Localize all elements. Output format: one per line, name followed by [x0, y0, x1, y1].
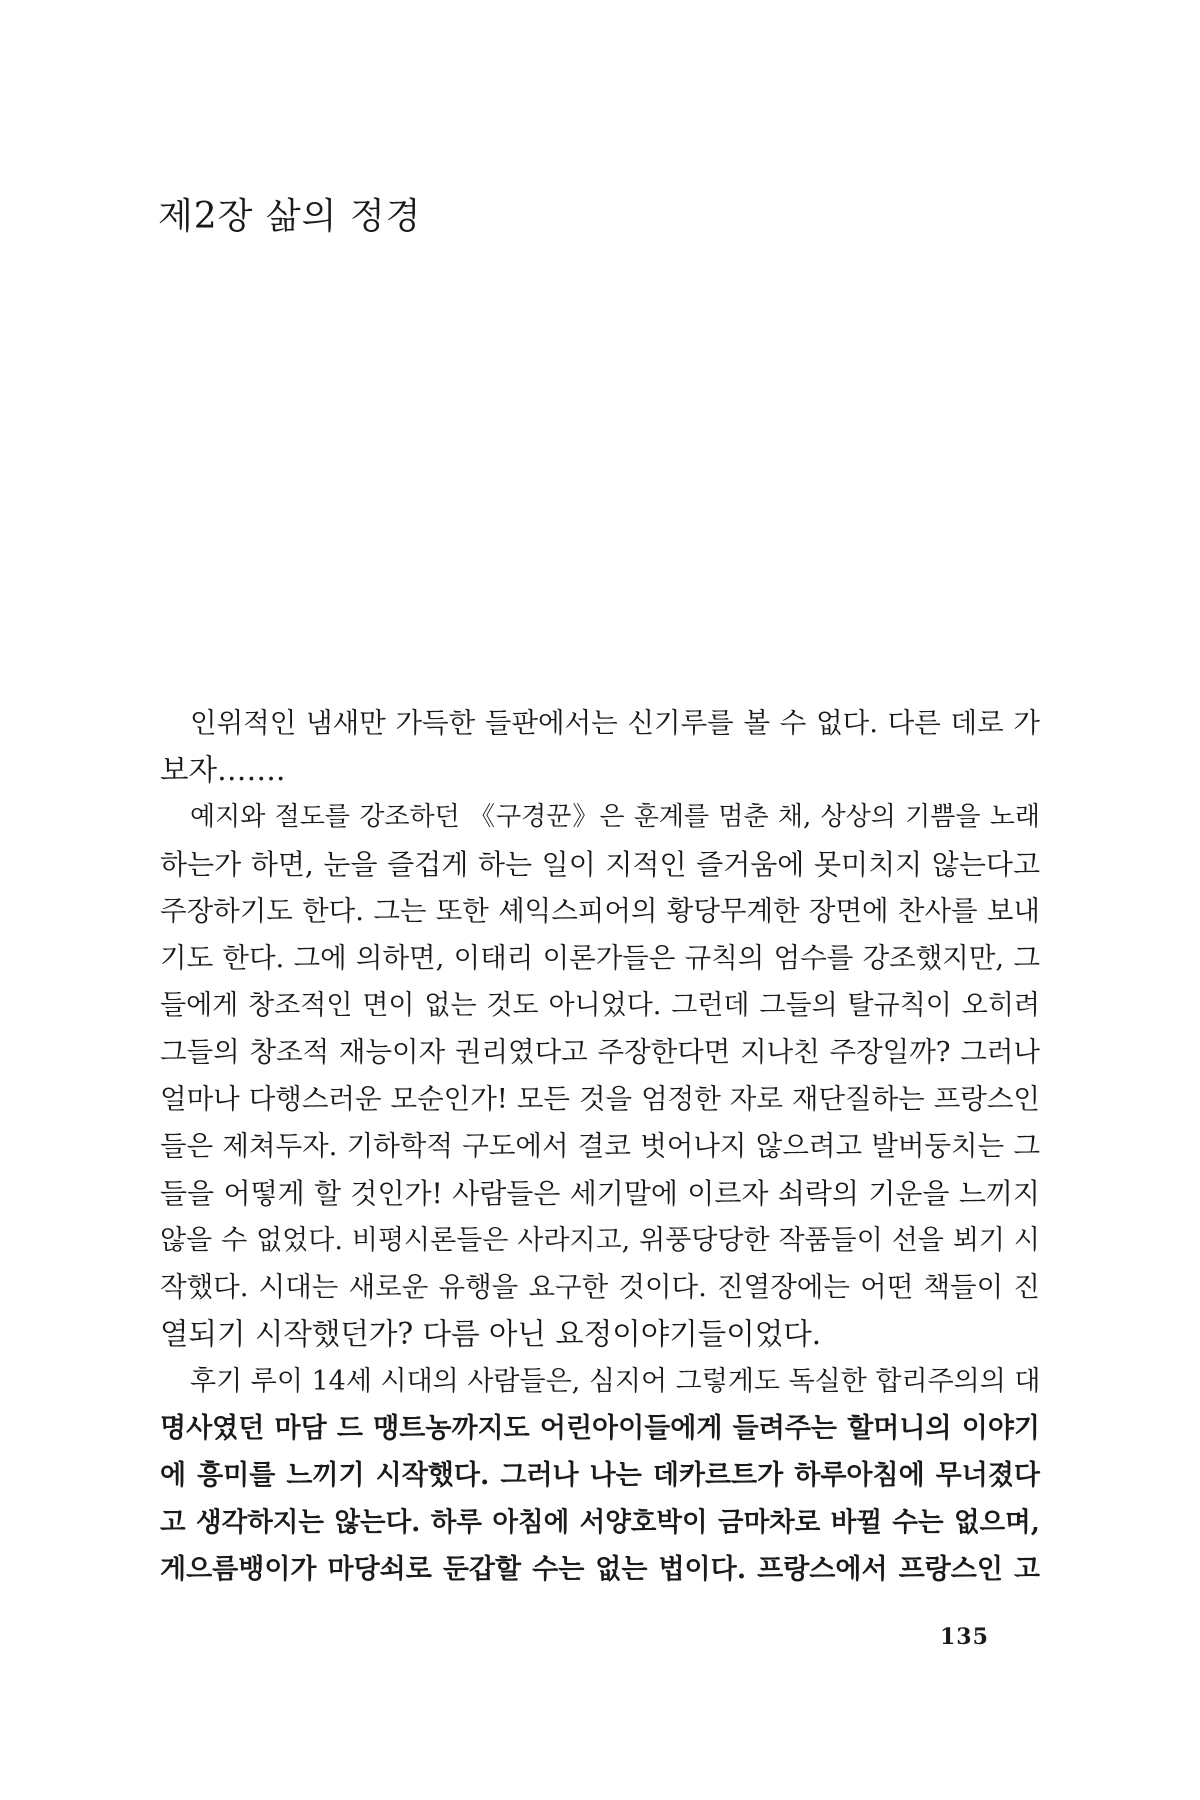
text-line: 인위적인 냄새만 가득한 들판에서는 신기루를 볼 수 없다. 다른 데로 가 — [190, 707, 1040, 739]
text-line: 보자……. — [160, 753, 286, 787]
text-line: 하는가 하면, 눈을 즐겁게 하는 일이 지적인 즐거움에 못미치지 않는다고 — [160, 848, 1040, 881]
text-line: 열되기 시작했던가? 다름 아닌 요정이야기들이었다. — [160, 1317, 822, 1351]
paragraph-3 — [160, 1358, 1040, 1593]
page-number: 135 — [940, 1624, 989, 1650]
text-line: 기도 한다. 그에 의하면, 이태리 이론가들은 규칙의 엄수를 강조했지만, 그 — [160, 942, 1040, 974]
paragraph-2 — [160, 794, 1040, 1358]
text-line: 후기 루이 14세 시대의 사람들은, 심지어 그렇게도 독실한 합리주의의 대 — [190, 1366, 1041, 1397]
text-line: 명사였던 마담 드 맹트농까지도 어린아이들에게 들려주는 할머니의 이야기 — [160, 1413, 1040, 1444]
paragraph-1 — [160, 700, 1040, 794]
text-line: 에 흥미를 느끼기 시작했다. 그러나 나는 데카르트가 하루아침에 무너졌다 — [160, 1460, 1040, 1491]
text-line: 들에게 창조적인 면이 없는 것도 아니었다. 그런데 그들의 탈규칙이 오히려 — [160, 990, 1040, 1021]
text-line: 그들의 창조적 재능이자 권리였다고 주장한다면 지나친 주장일까? 그러나 — [160, 1036, 1040, 1068]
text-line: 들은 제쳐두자. 기하학적 구도에서 결코 벗어나지 않으려고 발버둥치는 그 — [160, 1130, 1040, 1162]
text-line: 작했다. 시대는 새로운 유행을 요구한 것이다. 진열장에는 어떤 책들이 진 — [160, 1271, 1040, 1303]
text-line: 얼마나 다행스러운 모순인가! 모든 것을 엄정한 자로 재단질하는 프랑스인 — [160, 1083, 1040, 1115]
chapter-title: 제2장 삶의 정경 — [158, 196, 422, 237]
text-line: 들을 어떻게 할 것인가! 사람들은 세기말에 이르자 쇠락의 기운을 느끼지 — [160, 1177, 1040, 1210]
text-line: 주장하기도 한다. 그는 또한 셰익스피어의 황당무계한 장면에 찬사를 보내 — [160, 895, 1040, 927]
text-line: 예지와 절도를 강조하던 《구경꾼》은 훈계를 멈춘 채, 상상의 기쁨을 노래 — [190, 802, 1040, 832]
body-text — [160, 700, 1040, 1593]
text-line: 않을 수 없었다. 비평시론들은 사라지고, 위풍당당한 작품들이 선을 뵈기 시 — [160, 1225, 1040, 1256]
text-line: 고 생각하지는 않는다. 하루 아침에 서양호박이 금마차로 바뀔 수는 없으며, — [160, 1507, 1040, 1538]
text-line: 게으름뱅이가 마당쇠로 둔갑할 수는 없는 법이다. 프랑스에서 프랑스인 고 — [160, 1554, 1040, 1585]
